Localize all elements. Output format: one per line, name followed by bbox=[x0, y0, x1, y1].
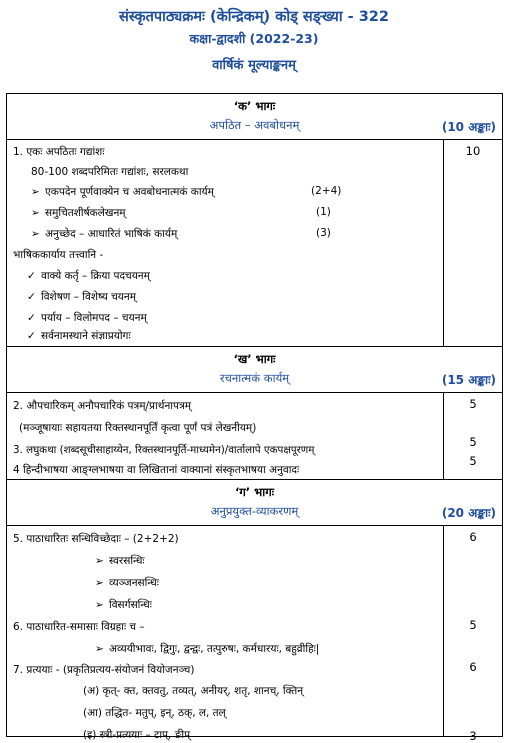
arrow-icon: ➢ bbox=[31, 207, 40, 219]
list-item bbox=[27, 269, 150, 283]
q5-marks: 6 bbox=[469, 530, 477, 544]
list-item bbox=[31, 206, 126, 220]
section-a-marks-cell bbox=[444, 140, 503, 347]
arrow-icon: ➢ bbox=[95, 599, 104, 611]
item-text: समुचितशीर्षकलेखनम् bbox=[45, 207, 126, 219]
q3-marks: 5 bbox=[469, 435, 477, 449]
item-marks: (3) bbox=[316, 227, 331, 239]
list-item bbox=[27, 311, 147, 325]
list-item: (अ) कृत्- क्त, क्तवतु, तव्यत्, अनीयर्, शतृ, शानच्, क्तिन् bbox=[83, 685, 304, 697]
q7-marks: 6 bbox=[469, 660, 477, 674]
check-icon: ✓ bbox=[27, 330, 36, 342]
list-item bbox=[27, 290, 136, 304]
syllabus-table bbox=[6, 93, 503, 743]
q2-marks: 5 bbox=[469, 397, 477, 411]
arrow-icon: ➢ bbox=[95, 643, 104, 655]
q5-text: 5. पाठाधारितः सन्धिविच्छेदाः – (2+2+2) bbox=[13, 533, 179, 545]
section-a-title: अपठित – अवबोधनम् bbox=[209, 118, 300, 132]
section-c-header bbox=[7, 480, 503, 526]
last-marks: 3 bbox=[469, 729, 477, 743]
q3-text: 3. लघुकथा (शब्दसूचीसाहाय्येन, रिक्तस्थानपूर्ति-माध्यमेन)/वार्तालापे एकपक्षपूरणम् bbox=[13, 444, 315, 456]
list-item bbox=[95, 554, 145, 568]
list-item bbox=[31, 185, 214, 199]
q6-marks: 5 bbox=[469, 618, 477, 632]
arrow-icon: ➢ bbox=[31, 228, 40, 240]
item-text: अव्ययीभावः, द्विगुः, द्वन्द्वः, तत्पुरुषः, कर्मधारयः, बहुव्रीहिः| bbox=[109, 643, 320, 655]
bhashika-heading: भाषिककार्याय तत्त्वानि - bbox=[13, 249, 104, 261]
section-c-marks-cell bbox=[444, 526, 503, 743]
list-item bbox=[95, 642, 319, 656]
q7-text: 7. प्रत्ययाः - (प्रकृतिप्रत्यय-संयोजनं वियोजनञ्च) bbox=[13, 664, 195, 676]
arrow-icon: ➢ bbox=[95, 577, 104, 589]
arrow-icon: ➢ bbox=[31, 186, 40, 198]
check-icon: ✓ bbox=[27, 270, 36, 282]
item-marks: (1) bbox=[316, 206, 331, 218]
check-icon: ✓ bbox=[27, 312, 36, 324]
section-c-title: अनुप्रयुक्त-व्याकरणम् bbox=[210, 504, 299, 518]
q1-sub: 80-100 शब्दपरिमितः गद्यांशः, सरलकथा bbox=[31, 166, 189, 178]
item-text: सर्वनामस्थाने संज्ञाप्रयोगः bbox=[41, 330, 131, 342]
q2-note: (मञ्जूषायाः सहायतया रिक्तस्थानपूर्तिं कृत्वा पूर्णं पत्रं लेखनीयम्) bbox=[19, 422, 257, 434]
list-item bbox=[31, 227, 177, 241]
section-a-marks: (10 अङ्काः) bbox=[441, 120, 496, 134]
class-line: कक्षा-द्वादशी (2022-23) bbox=[189, 31, 319, 46]
section-b-bhaga: ‘ख’ भागः bbox=[233, 352, 276, 366]
list-item: (आ) तद्धित- मतुप्, इन्, ठक्, ल, तल् bbox=[83, 707, 226, 719]
q1-heading: 1. एकः अपठितः गद्यांशः bbox=[13, 146, 105, 158]
page-title: संस्कृतपाठ्यक्रमः (केन्द्रिकम्) कोड् सङ्ख्या - 322 bbox=[119, 9, 389, 25]
item-text: पर्याय – विलोमपद – चयनम् bbox=[41, 312, 147, 324]
list-item: (इ) स्त्री-प्रत्ययाः – टाप्, ङीप् bbox=[83, 729, 191, 741]
item-text: अनुच्छेद – आधारितं भाषिकं कार्यम् bbox=[45, 228, 178, 240]
item-text: विशेषण – विशेष्य चयनम् bbox=[41, 291, 136, 303]
q4-marks: 5 bbox=[469, 454, 477, 468]
section-a-bhaga: ‘क’ भागः bbox=[233, 99, 276, 113]
item-text: विसर्गसन्धिः bbox=[109, 599, 152, 611]
q1-marks: 10 bbox=[465, 144, 481, 158]
section-c-body bbox=[7, 526, 444, 741]
q6-text: 6. पाठाधारित-समासाः विग्रहाः च – bbox=[13, 621, 145, 633]
item-text: वाक्ये कर्तृ – क्रिया पदचयनम् bbox=[41, 270, 150, 282]
section-c-marks: (20 अङ्काः) bbox=[441, 506, 496, 520]
section-a-body bbox=[7, 140, 444, 347]
section-b-title: रचनात्मकं कार्यम् bbox=[219, 371, 290, 385]
section-b-marks: (15 अङ्काः) bbox=[441, 373, 496, 387]
section-a-header bbox=[7, 94, 503, 140]
list-item bbox=[95, 576, 159, 590]
list-item bbox=[95, 598, 152, 612]
section-c-bhaga: ‘ग’ भागः bbox=[234, 485, 275, 499]
exam-line: वार्षिकं मूल्याङ्कनम् bbox=[212, 58, 296, 73]
item-text: स्वरसन्धिः bbox=[109, 555, 145, 567]
item-text: एकपदेन पूर्णवाक्येन च अवबोधनात्मकं कार्यम् bbox=[45, 186, 214, 198]
item-text: व्यञ्जनसन्धिः bbox=[109, 577, 159, 589]
item-marks: (2+4) bbox=[311, 185, 342, 197]
q2-text: 2. औपचारिकम् अनौपचारिकं पत्रम्/प्रार्थनापत्रम् bbox=[13, 400, 192, 412]
q4-text: 4 हिन्दीभाषया आङ्ग्लभाषया वा लिखितानां वाक्यानां संस्कृतभाषया अनुवादः bbox=[13, 464, 300, 476]
section-b-body bbox=[7, 393, 444, 480]
check-icon: ✓ bbox=[27, 291, 36, 303]
section-b-header bbox=[7, 347, 503, 393]
list-item bbox=[27, 329, 131, 343]
section-b-marks-cell bbox=[444, 393, 503, 480]
arrow-icon: ➢ bbox=[95, 555, 104, 567]
